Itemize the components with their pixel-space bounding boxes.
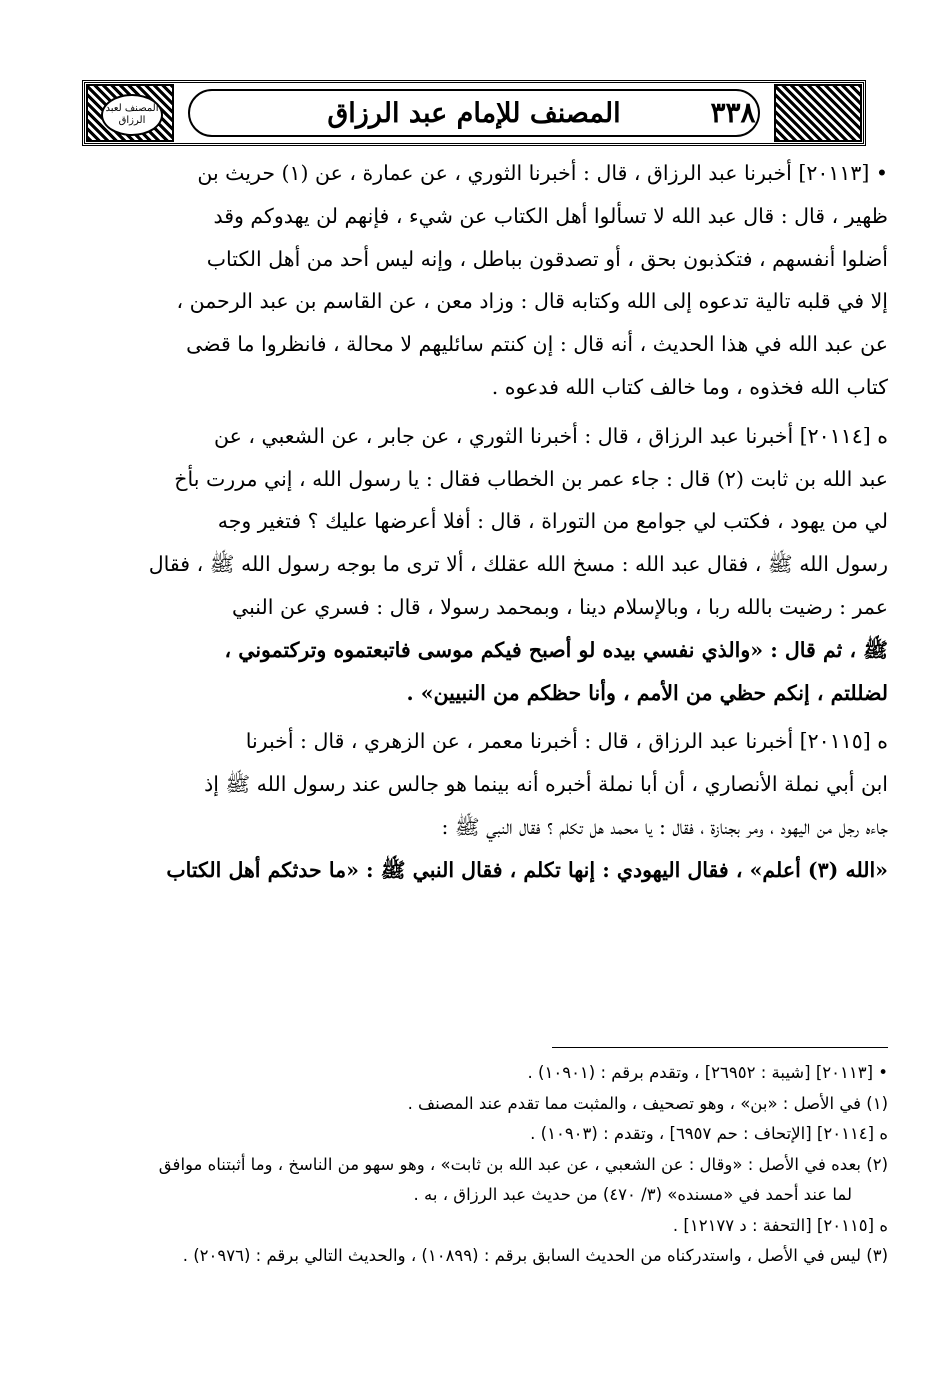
header-title-cartouche (188, 89, 760, 137)
footnote: (١) في الأصل : «بن» ، وهو تصحيف ، والمثبت مما تقدم عند المصنف . (407, 1093, 888, 1113)
footnote: ه [٢٠١١٥] [التحفة : د ١٢١٧٧] . (672, 1215, 888, 1235)
medallion-logo (101, 94, 163, 136)
text-line: لي من يهود ، فكتب لي جوامع من التوراة ، قال : أفلا أعرضها عليك ؟ فتغير وجه (217, 509, 888, 534)
footnote-continuation: لما عند أحمد في «مسنده» (٣/ ٤٧٠) من حديث عبد الرزاق ، به . (413, 1185, 852, 1204)
page-number: ٣٣٨ (710, 95, 756, 129)
text-line: ﷺ ، ثم قال : «والذي نفسي بيده لو أصبح فيكم موسى فاتبعتموه وتركتموني ، (224, 637, 888, 662)
footnote: ه [٢٠١١٤] [الإتحاف : حم ٦٩٥٧] ، وتقدم : (١٠٩٠٣) . (530, 1124, 888, 1143)
text-line: أضلوا أنفسهم ، فتكذبون بحق ، أو تصدقون بباطل ، وإنه ليس أحد من أهل الكتاب (206, 246, 888, 271)
running-header (82, 80, 866, 146)
text-line: «الله (٣) أعلم» ، فقال اليهودي : إنها تكلم ، فقال النبي ﷺ : «ما حدثكم أهل الكتاب (166, 857, 888, 882)
text-line: رسول الله ﷺ ، فقال عبد الله : مسخ الله عقلك ، ألا ترى ما بوجه رسول الله ﷺ ، فقال (148, 552, 888, 577)
text-line: إلا في قلبه تالية تدعوه إلى الله وكتابه قال : وزاد معن ، عن القاسم بن عبد الرحمن ، (176, 289, 888, 314)
text-line: جاءه رجل من اليهود ، ومر بجنازة ، فقال : يا محمد هل تكلم ؟ فقال النبي ﷺ : (441, 814, 888, 839)
text-line: عمر : رضيت بالله ربا ، وبالإسلام دينا ، وبمحمد رسولا ، قال : فسري عن النبي (232, 594, 888, 619)
medallion-text: المصنف لعبد الرزاق (105, 103, 159, 126)
text-line: ابن أبي نملة الأنصاري ، أن أبا نملة أخبره أنه بينما هو جالس عند رسول الله ﷺ إذ (204, 772, 888, 797)
running-title: المصنف للإمام عبد الرزاق (327, 97, 621, 129)
ornament-right (774, 84, 862, 142)
hadith-20114 (72, 415, 888, 715)
hadith-20113 (72, 152, 888, 409)
text-line: عن عبد الله في هذا الحديث ، أنه قال : إن كنتم سائليهم لا محالة ، فانظروا ما قضى (186, 332, 888, 357)
footnote: (٢) بعده في الأصل : «وقال : عن الشعبي ، عن عبد الله بن ثابت» ، وهو سهو من الناسخ ، وما أثبتناه موافق (158, 1154, 888, 1174)
footnotes (72, 1058, 888, 1272)
text-line: • [٢٠١١٣] أخبرنا عبد الرزاق ، قال : أخبرنا الثوري ، عن عمارة ، عن (١) حريث بن (197, 161, 888, 185)
text-line: لضللتم ، إنكم حظي من الأمم ، وأنا حظكم من النبيين» . (406, 680, 888, 705)
text-line: ه [٢٠١١٤] أخبرنا عبد الرزاق ، قال : أخبرنا الثوري ، عن جابر ، عن الشعبي ، عن (214, 423, 888, 448)
main-text (72, 152, 888, 898)
footnote: • [٢٠١١٣] [شيبة : ٢٦٩٥٢] ، وتقدم برقم : (١٠٩٠١) . (527, 1063, 888, 1082)
hadith-20115 (72, 720, 888, 891)
footnote: (٣) ليس في الأصل ، واستدركناه من الحديث السابق برقم : (١٠٨٩٩) ، والحديث التالي برقم : (٢٠٩٧٦) . (182, 1246, 888, 1265)
text-line: عبد الله بن ثابت (٢) قال : جاء عمر بن الخطاب فقال : يا رسول الله ، إني مررت بأخ (174, 466, 888, 491)
text-line: ه [٢٠١١٥] أخبرنا عبد الرزاق ، قال : أخبرنا معمر ، عن الزهري ، قال : أخبرنا (245, 729, 888, 754)
footnote-separator (552, 1047, 888, 1048)
text-line: ظهير ، قال : قال عبد الله لا تسألوا أهل الكتاب عن شيء ، فإنهم لن يهدوكم وقد (213, 203, 888, 228)
text-line: كتاب الله فخذوه ، وما خالف كتاب الله فدعوه . (491, 374, 888, 399)
